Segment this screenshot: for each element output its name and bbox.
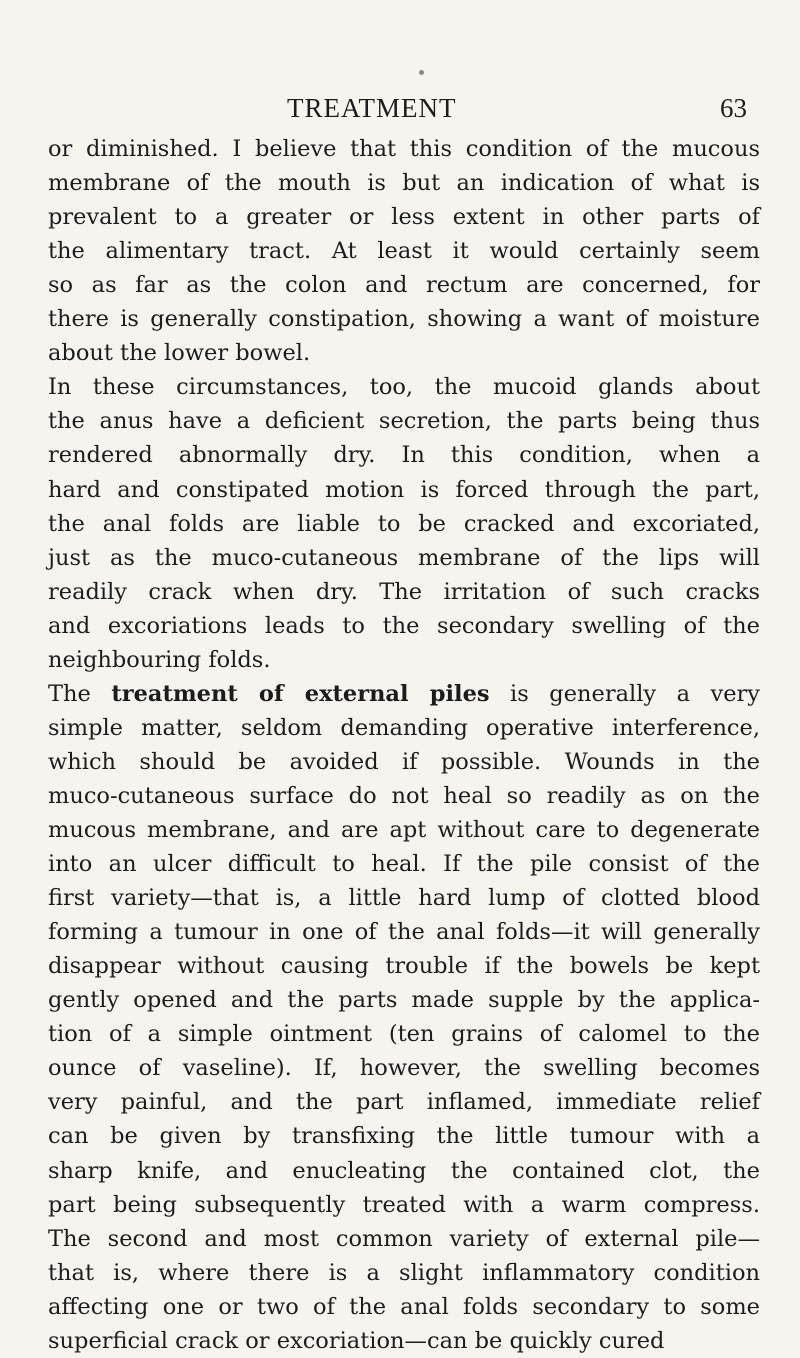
text-line: very painful, and the part inflamed, immediate relief — [48, 1089, 760, 1116]
text-line: the anus have a deficient secretion, the parts being thus — [48, 408, 760, 435]
text-line: can be given by transfixing the little tumour with a — [48, 1123, 760, 1150]
text-line: and excoriations leads to the secondary swelling of the — [48, 612, 760, 639]
text-line: affecting one or two of the anal folds secondary to some — [48, 1293, 760, 1320]
text-line: prevalent to a greater or less extent in other parts of — [48, 204, 760, 231]
text-line: hard and constipated motion is forced through the part, — [48, 476, 760, 503]
text-line: into an ulcer difficult to heal. If the pile consist of the — [48, 851, 760, 878]
text-line: membrane of the mouth is but an indication of what is — [48, 170, 760, 197]
text-line: superficial crack or excoriation—can be quickly cured — [48, 1327, 665, 1354]
line-end: is generally a very — [489, 680, 761, 707]
running-head: TREATMENT — [287, 93, 457, 123]
text-line: muco-cutaneous surface do not heal so readily as on the — [48, 782, 760, 809]
text-line: sharp knife, and enucleating the contained clot, the — [48, 1157, 760, 1184]
text-line: the alimentary tract. At least it would certainly seem — [48, 238, 760, 265]
text-line: first variety—that is, a little hard lump of clotted blood — [48, 885, 760, 912]
text-line — [48, 680, 761, 707]
text-line: that is, where there is a slight inflammatory condition — [48, 1259, 760, 1286]
text-line: just as the muco-cutaneous membrane of the lips will — [48, 544, 760, 571]
text-line: ounce of vaseline). If, however, the swelling becomes — [48, 1055, 760, 1082]
text-line: gently opened and the parts made supple by the applica- — [48, 987, 760, 1014]
page-number: 63 — [720, 93, 747, 123]
text-line: there is generally constipation, showing a want of moisture — [48, 306, 760, 333]
text-line: neighbouring folds. — [48, 646, 271, 673]
line-start: The — [48, 680, 112, 707]
text-line: simple matter, seldom demanding operative interference, — [48, 714, 760, 741]
text-line: or diminished. I believe that this condition of the mucous — [48, 136, 760, 162]
text-line: rendered abnormally dry. In this condition, when a — [48, 442, 760, 469]
text-line: about the lower bowel. — [48, 340, 311, 367]
print-speck — [419, 70, 424, 75]
text-line: so as far as the colon and rectum are concerned, for — [48, 272, 760, 299]
text-line: disappear without causing trouble if the bowels be kept — [48, 953, 760, 980]
text-line: part being subsequently treated with a warm compress. — [48, 1191, 760, 1218]
text-line: tion of a simple ointment (ten grains of calomel to the — [48, 1021, 760, 1048]
text-line: The second and most common variety of external pile— — [48, 1225, 760, 1252]
bold-heading-phrase: treatment of external piles — [111, 680, 490, 707]
text-line: In these circumstances, too, the mucoid glands about — [48, 374, 760, 401]
text-line: which should be avoided if possible. Wounds in the — [48, 748, 760, 775]
text-line: mucous membrane, and are apt without care to degenerate — [48, 817, 760, 843]
text-line: readily crack when dry. The irritation of such cracks — [48, 578, 760, 605]
text-line: the anal folds are liable to be cracked and excoriated, — [48, 510, 760, 537]
text-line: forming a tumour in one of the anal folds—it will generally — [48, 919, 760, 946]
